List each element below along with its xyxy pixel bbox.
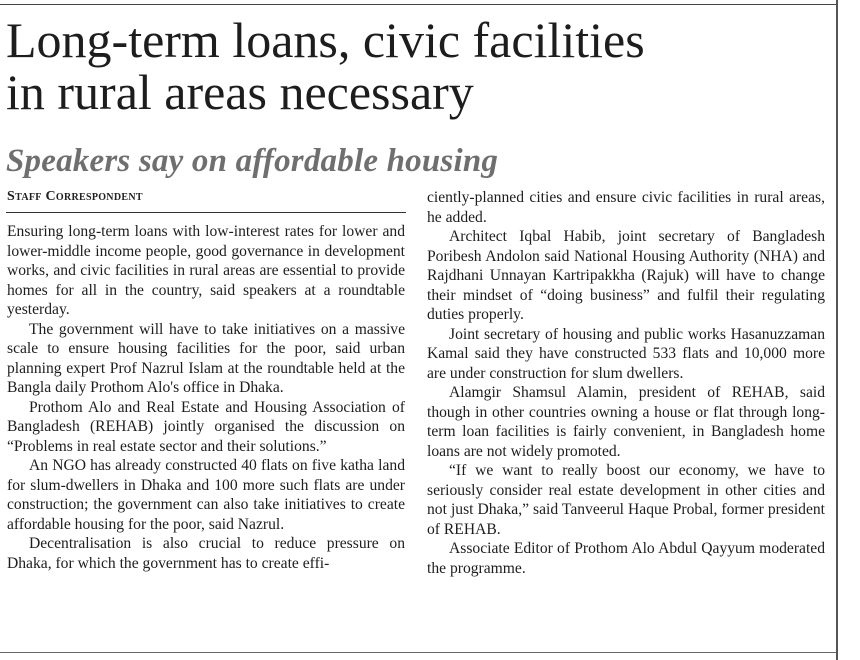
headline xyxy=(6,14,834,118)
paragraph: ciently-planned cities and ensure civic facilities in rural areas, he added. xyxy=(427,189,825,226)
subheadline: Speakers say on affordable housing xyxy=(6,143,499,179)
top-border-rule xyxy=(0,4,836,5)
paragraph: Architect Iqbal Habib, joint secretary of Bangladesh Poribesh Andolon said National Housing Authority (NHA) and Rajdhani Unnayan Kartripakkha (Rajuk) will have to change their mindset of “doing business” and fulfil their regulating duties properly. xyxy=(427,228,825,323)
bottom-border-rule xyxy=(0,652,836,653)
paragraph: Associate Editor of Prothom Alo Abdul Qayyum moderated the programme. xyxy=(427,540,825,577)
article-column-right xyxy=(427,188,825,578)
paragraph: Joint secretary of housing and public works Hasanuzzaman Kamal said they have constructed 533 flats and 10,000 more are under construction for slum dwellers. xyxy=(427,325,825,382)
headline-line-2: in rural areas necessary xyxy=(6,64,474,120)
paragraph: Prothom Alo and Real Estate and Housing Association of Bangladesh (REHAB) jointly organised the discussion on “Problems in real estate sector and their solutions.” xyxy=(7,398,405,455)
paragraph: “If we want to really boost our economy, we have to seriously consider real estate development in other cities and not just Dhaka,” said Tanveerul Haque Probal, former president of REHAB. xyxy=(427,462,825,538)
paragraph: The government will have to take initiatives on a massive scale to ensure housing facilities for the poor, said urban planning expert Prof Nazrul Islam at the roundtable held at the Bangla daily Prothom Alo's office in Dhaka. xyxy=(7,320,405,396)
right-border-rule xyxy=(836,0,838,660)
byline: Staff Correspondent xyxy=(7,189,143,204)
paragraph: An NGO has already constructed 40 flats on five katha land for slum-dwellers in Dhaka and 100 more such flats are under construction; the government can also take initiatives to create affordable housing for the poor, said Nazrul. xyxy=(7,457,405,533)
article-column-left xyxy=(7,222,405,573)
headline-line-1: Long-term loans, civic facilities xyxy=(6,12,645,68)
paragraph: Alamgir Shamsul Alamin, president of REHAB, said though in other countries owning a house or flat through long-term loan facilities is fairly convenient, in Bangladesh home loans are not widely promoted. xyxy=(427,384,825,460)
paragraph: Decentralisation is also crucial to reduce pressure on Dhaka, for which the government has to create effi- xyxy=(7,535,405,572)
byline-divider xyxy=(6,212,406,213)
paragraph: Ensuring long-term loans with low-interest rates for lower and lower-middle income people, good governance in development works, and civic facilities in rural areas are essential to provide homes for all in the country, said speakers at a roundtable yesterday. xyxy=(7,223,405,318)
